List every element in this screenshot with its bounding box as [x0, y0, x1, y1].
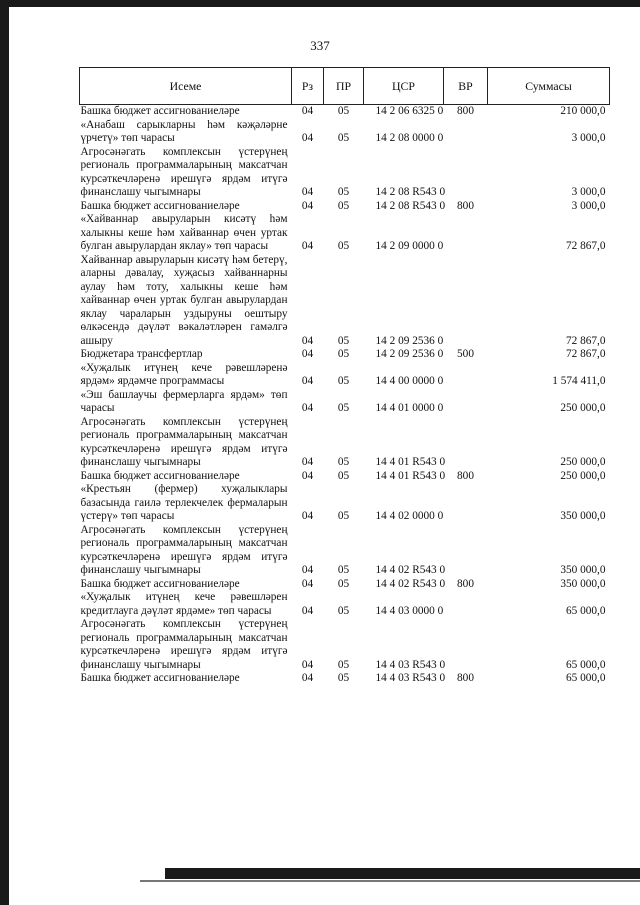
cell-sum: 1 574 411,0 — [552, 375, 606, 387]
cell-csr: 14 4 02 0000 0 — [375, 510, 444, 522]
budget-table — [79, 67, 610, 686]
cell-name: «Анабаш сарыкларны һәм кәҗәләрне үрчетү» төп чарасы — [80, 118, 288, 144]
cell-pr: 05 — [337, 658, 350, 671]
cell-pr: 05 — [337, 240, 350, 252]
cell-pr: 05 — [337, 469, 350, 482]
cell-sum: 65 000,0 — [565, 604, 606, 617]
cell-csr: 14 4 02 R543 0 — [375, 564, 446, 576]
cell-pr: 05 — [337, 105, 350, 117]
table-row — [80, 105, 610, 119]
cell-csr: 14 4 01 R543 0 — [375, 469, 446, 482]
cell-name: «Крестьян (фермер) хуҗалыклары базасында гаилә терлекчелек фермаларын үстерү» төп чарасы — [80, 483, 288, 522]
cell-csr: 14 4 03 R543 0 — [375, 672, 446, 684]
cell-pr: 05 — [337, 564, 350, 576]
cell-name: Агросәнәгать комплексын үстерүнең региональ программаларының максатчан курсәткечләренә ирешүгә ярдәм итүгә финанслашу чыгымнары — [80, 145, 288, 198]
cell-name: «Хуҗалык итүнең кече рәвешләренә ярдәм» ярдәмче программасы — [80, 361, 288, 387]
cell-pr: 05 — [337, 199, 350, 212]
cell-sum: 250 000,0 — [560, 402, 606, 414]
header-vr: ВР — [444, 68, 488, 105]
table-body — [80, 105, 610, 686]
cell-name: Агросәнәгать комплексын үстерүнең региональ программаларының максатчан курсәткечләренә ирешүгә ярдәм итүгә финанслашу чыгымнары — [80, 415, 288, 468]
table-row — [80, 470, 610, 484]
cell-name: Башка бюджет ассигнованиеләре — [80, 672, 240, 684]
cell-rz: 04 — [301, 132, 314, 144]
cell-rz: 04 — [301, 577, 314, 590]
cell-csr: 14 2 08 R543 0 — [375, 199, 446, 212]
cell-vr — [444, 119, 488, 146]
cell-sum: 250 000,0 — [560, 469, 606, 482]
cell-rz: 04 — [301, 469, 314, 482]
scan-border-bottom — [165, 868, 640, 879]
cell-vr — [444, 591, 488, 618]
cell-pr: 05 — [337, 577, 350, 590]
table-header — [80, 68, 610, 105]
cell-csr: 14 4 03 0000 0 — [375, 604, 444, 617]
cell-sum: 3 000,0 — [571, 186, 606, 198]
cell-vr — [444, 362, 488, 389]
cell-rz: 04 — [301, 199, 314, 212]
table-row — [80, 362, 610, 389]
cell-pr: 05 — [337, 402, 350, 414]
cell-name: «Хайваннар авыруларын кисәтү һәм халыкны кеше һәм хайваннар өчен уртак булган авырулардан яклау» төп чарасы — [80, 213, 288, 252]
table-row — [80, 348, 610, 362]
cell-csr: 14 4 01 0000 0 — [375, 402, 444, 414]
table-row — [80, 213, 610, 254]
table-row — [80, 672, 610, 686]
cell-rz: 04 — [301, 186, 314, 198]
header-pr: ПР — [324, 68, 364, 105]
cell-rz: 04 — [301, 456, 314, 468]
cell-rz: 04 — [301, 672, 314, 684]
cell-rz: 04 — [301, 105, 314, 117]
cell-sum: 72 867,0 — [565, 334, 606, 347]
cell-csr: 14 2 08 0000 0 — [375, 132, 444, 144]
cell-sum: 65 000,0 — [565, 658, 606, 671]
cell-csr: 14 2 09 2536 0 — [375, 348, 444, 360]
cell-pr: 05 — [337, 348, 350, 360]
scan-border-left — [0, 0, 9, 905]
scan-border-bottom-shadow — [140, 880, 640, 882]
cell-csr: 14 4 01 R543 0 — [375, 456, 446, 468]
cell-vr — [444, 146, 488, 200]
cell-csr: 14 2 08 R543 0 — [375, 186, 446, 198]
cell-name: Башка бюджет ассигнованиеләре — [80, 469, 240, 482]
cell-pr: 05 — [337, 186, 350, 198]
cell-name: Башка бюджет ассигнованиеләре — [80, 577, 240, 590]
cell-csr: 14 4 03 R543 0 — [375, 658, 446, 671]
cell-sum: 72 867,0 — [565, 348, 606, 360]
cell-csr: 14 4 02 R543 0 — [375, 577, 446, 590]
table-row — [80, 524, 610, 578]
cell-rz: 04 — [301, 604, 314, 617]
table-row — [80, 146, 610, 200]
table-row — [80, 483, 610, 524]
header-name: Исеме — [80, 68, 292, 105]
cell-vr: 800 — [457, 577, 474, 590]
cell-rz: 04 — [301, 564, 314, 576]
cell-sum: 250 000,0 — [560, 456, 606, 468]
table-row — [80, 254, 610, 349]
cell-pr: 05 — [337, 510, 350, 522]
cell-pr: 05 — [337, 672, 350, 684]
cell-rz: 04 — [301, 240, 314, 252]
cell-name: Башка бюджет ассигнованиеләре — [80, 105, 240, 117]
table-row — [80, 119, 610, 146]
cell-name: Бюджетара трансфертлар — [80, 348, 203, 360]
cell-csr: 14 4 00 0000 0 — [375, 375, 444, 387]
cell-rz: 04 — [301, 375, 314, 387]
header-rz: Рз — [292, 68, 324, 105]
cell-pr: 05 — [337, 604, 350, 617]
table-row — [80, 416, 610, 470]
cell-vr: 800 — [457, 105, 474, 117]
cell-csr: 14 2 09 0000 0 — [375, 240, 444, 252]
header-sum: Суммасы — [488, 68, 610, 105]
cell-sum: 3 000,0 — [571, 132, 606, 144]
cell-csr: 14 2 09 2536 0 — [375, 334, 444, 347]
cell-vr — [444, 416, 488, 470]
cell-vr — [444, 389, 488, 416]
cell-vr — [444, 524, 488, 578]
cell-sum: 350 000,0 — [560, 577, 606, 590]
cell-vr: 800 — [457, 672, 474, 684]
cell-sum: 65 000,0 — [565, 672, 606, 684]
cell-sum: 350 000,0 — [560, 510, 606, 522]
cell-vr — [444, 618, 488, 672]
cell-rz: 04 — [301, 402, 314, 414]
cell-rz: 04 — [301, 348, 314, 360]
cell-vr — [444, 254, 488, 349]
cell-rz: 04 — [301, 510, 314, 522]
cell-name: «Хуҗалык итүнең кече рәвешләрен кредитлауга дәүләт ярдәме» төп чарасы — [80, 591, 288, 617]
cell-sum: 210 000,0 — [560, 105, 606, 117]
table-row — [80, 200, 610, 214]
cell-vr — [444, 213, 488, 254]
cell-rz: 04 — [301, 658, 314, 671]
cell-sum: 350 000,0 — [560, 564, 606, 576]
page-number: 337 — [310, 38, 330, 53]
cell-name: Агросәнәгать комплексын үстерүнең региональ программаларының максатчан курсәткечләренә ирешүгә ярдәм итүгә финанслашу чыгымнары — [80, 523, 288, 576]
cell-pr: 05 — [337, 375, 350, 387]
table-row — [80, 389, 610, 416]
cell-name: Агросәнәгать комплексын үстерүнең региональ программаларының максатчан курсәткечләренә ирешүгә ярдәм итүгә финанслашу чыгымнары — [80, 618, 288, 671]
cell-sum: 72 867,0 — [565, 240, 606, 252]
cell-vr: 800 — [457, 199, 474, 212]
table-row — [80, 591, 610, 618]
cell-csr: 14 2 06 6325 0 — [375, 105, 444, 117]
cell-name: Башка бюджет ассигнованиеләре — [80, 199, 240, 212]
cell-name: Хайваннар авыруларын кисәтү һәм бетерү, аларны дәвалау, хуҗасыз хайваннарны аулау һәм тоту, халыкны кеше һәм хайваннар өчен уртак булган авырулардан яклау чараларын уздыруны оештыру өлкәсендә дәүләт вәкаләтләрен гамәлгә ашыру — [80, 253, 288, 347]
cell-pr: 05 — [337, 132, 350, 144]
table-row — [80, 618, 610, 672]
table-row — [80, 578, 610, 592]
scan-border-gap — [0, 7, 640, 10]
cell-rz: 04 — [301, 334, 314, 347]
cell-sum: 3 000,0 — [571, 199, 606, 212]
cell-pr: 05 — [337, 334, 350, 347]
cell-pr: 05 — [337, 456, 350, 468]
cell-vr — [444, 483, 488, 524]
cell-vr: 500 — [457, 348, 474, 360]
header-csr: ЦСР — [364, 68, 444, 105]
cell-vr: 800 — [457, 469, 474, 482]
cell-name: «Эш башлаучы фермерларга ярдәм» төп чарасы — [80, 388, 288, 414]
